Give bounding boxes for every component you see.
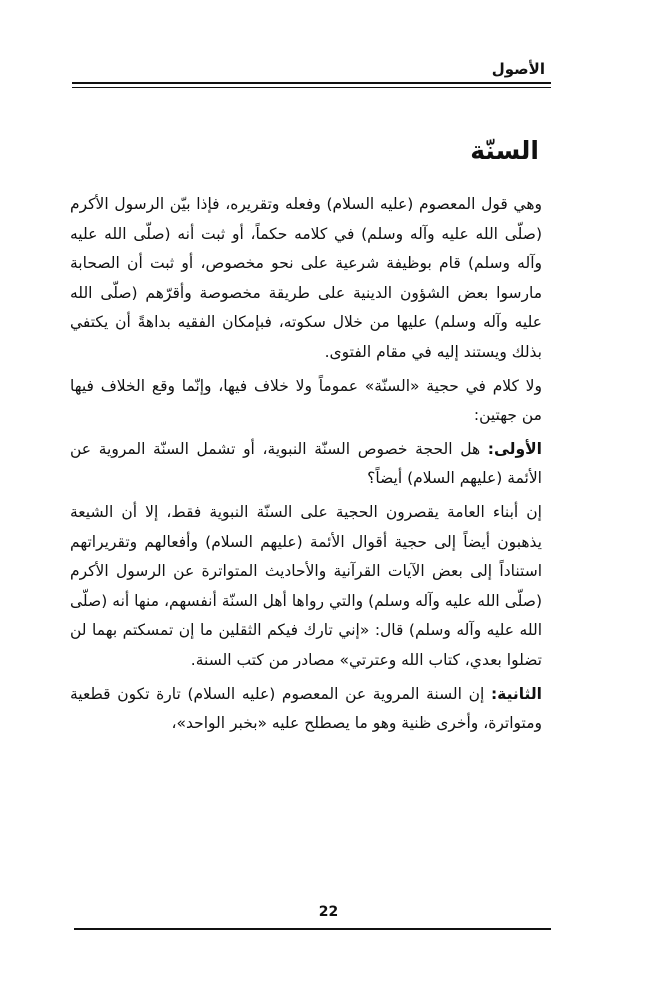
- header-rule: [72, 82, 551, 84]
- paragraph-text: إن السنة المروية عن المعصوم (عليه السلام) تارة تكون قطعية ومتواترة، وأخرى ظنية وهو ما يصطلح عليه «بخبر الواحد»،: [70, 684, 542, 733]
- paragraph-text: وهي قول المعصوم (عليه السلام) وفعله وتقريره، فإذا بيّن الرسول الأكرم (صلّى الله عليه وآله وسلم) في كلامه حكماً، أو ثبت أنه (صلّى الله عليه وآله وسلم) قام بوظيفة شرعية على نحو مخصوص، أو ثبت أن الصحابة مارسوا بعض الشؤون الدينية على طريقة مخصوصة وأقرّهم (صلّى الله عليه وآله وسلم) عليها من خلال سكوته، فبإمكان الفقيه بداهةً أن يكتفي بذلك ويستند إليه في مقام الفتوى.: [70, 195, 542, 361]
- section-title: السنّة: [470, 136, 539, 165]
- paragraph: [70, 190, 542, 368]
- paragraph: [70, 498, 542, 676]
- paragraph: [70, 680, 542, 739]
- paragraph-text: ولا كلام في حجية «السنّة» عموماً ولا خلاف فيها، وإنّما وقع الخلاف فيها من جهتين:: [70, 376, 542, 425]
- page-number: 22: [318, 904, 339, 920]
- paragraph-text: هل الحجة خصوص السنّة النبوية، أو تشمل السنّة المروية عن الأئمة (عليهم السلام) أيضاً؟: [70, 439, 542, 488]
- body-text: [70, 190, 542, 739]
- paragraph: [70, 372, 542, 431]
- header-rule-thin: [72, 87, 551, 88]
- footer-rule: [74, 928, 551, 930]
- paragraph-text: إن أبناء العامة يقصرون الحجية على السنّة النبوية فقط، إلا أن الشيعة يذهبون أيضاً إلى حجية أقوال الأئمة (عليهم السلام) وأفعالهم وتقريراتهم استناداً إلى بعض الآيات القرآنية والأحاديث المتواترة عن الرسول الأكرم (صلّى الله عليه وآله وسلم) والتي رواها أهل السنّة أنفسهم، منها أنه (صلّى الله عليه وآله وسلم) قال: «إني تارك فيكم الثقلين ما إن تمسكتم بهما لن تضلوا بعدي، كتاب الله وعترتي» مصادر من كتب السنة.: [70, 502, 542, 669]
- paragraph-lead: الثانية:: [490, 684, 542, 703]
- running-header: الأصول: [491, 60, 545, 78]
- paragraph-lead: الأولى:: [487, 439, 542, 458]
- paragraph: [70, 435, 542, 494]
